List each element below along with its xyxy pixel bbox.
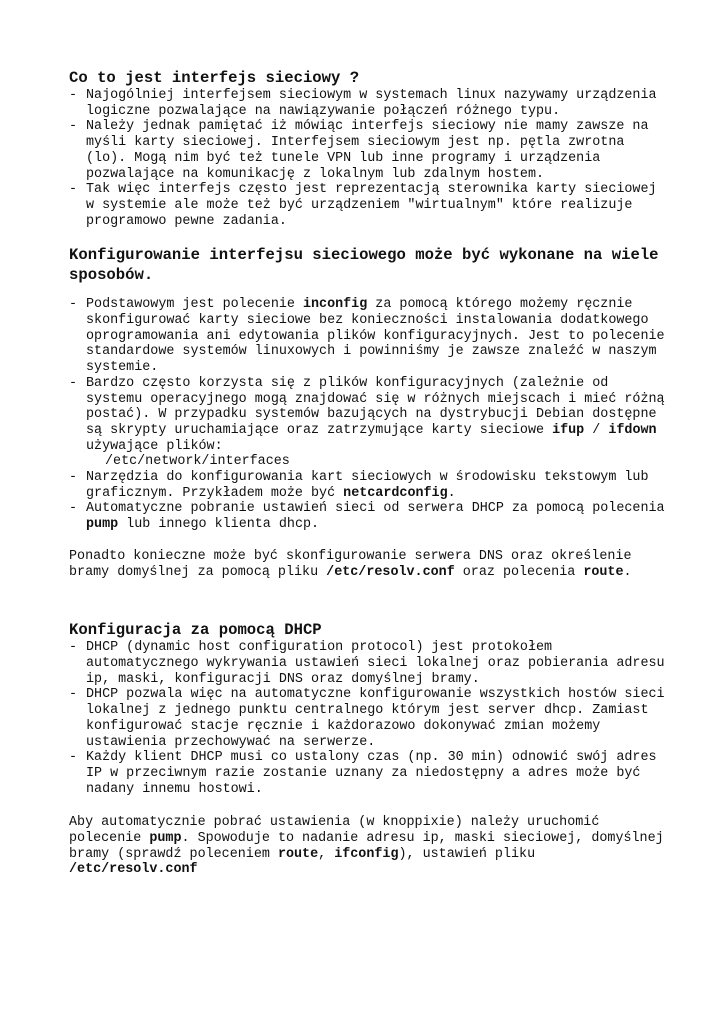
- list-item: - Podstawowym jest polecenie inconfig za pomocą którego możemy ręcznie skonfigurować karty sieciowe bez konieczności instalowania dodatkowego oprogramowania ani edytowania plików konfiguracyjnych. Jest to polecenie standardowe systemów linuxowych i powinniśmy je zawsze znaleźć w naszym systemie.: [69, 297, 669, 376]
- command-ifdown: ifdown: [608, 422, 657, 438]
- command-netcardconfig: netcardconfig: [343, 485, 448, 501]
- knoppix-paragraph: Aby automatycznie pobrać ustawienia (w knoppixie) należy uruchomić polecenie pump. Spowoduje to nadanie adresu ip, maski sieciowej, domyślnej bramy (sprawdź poleceniem route, ifconfig), ustawień pliku /etc/resolv.conf: [69, 815, 672, 878]
- interface-definition-list: [69, 88, 669, 229]
- command-ifup: ifup: [552, 422, 585, 438]
- command-ifconfig: ifconfig: [334, 846, 399, 862]
- dns-gateway-paragraph: Ponadto konieczne może być skonfigurowanie serwera DNS oraz określenie bramy domyślnej za pomocą pliku /etc/resolv.conf oraz polecenia route.: [69, 548, 640, 580]
- list-item: - DHCP (dynamic host configuration protocol) jest protokołem automatycznego wykrywania ustawień sieci lokalnej oraz pobierania adresu ip, maski, konfiguracji DNS oraz domyślnej bramy.: [69, 640, 669, 687]
- list-item: - Należy jednak pamiętać iż mówiąc interfejs sieciowy nie mamy zawsze na myśli karty sieciowej. Interfejsem sieciowym jest np. pętla zwrotna (lo). Mogą nim być też tunele VPN lub inne programy i urządzenia pozwalające na komunikację z lokalnym lub zdalnym hostem.: [69, 119, 669, 182]
- file-resolv-conf: /etc/resolv.conf: [69, 862, 198, 878]
- list-item: - Bardzo często korzysta się z plików konfiguracyjnych (zależnie od systemu operacyjnego mogą znajdować się w różnych miejscach i mieć różną postać). W przypadku systemów bazujących na dystrybucji Debian dostępne są skrypty uruchamiające oraz zatrzymujące karty sieciowe ifup / ifdown używające plików: /etc/network/interfaces: [69, 376, 669, 470]
- dhcp-list: [69, 640, 673, 797]
- section-heading-configuration: Konfigurowanie interfejsu sieciowego może być wykonane na wiele sposobów.: [69, 246, 659, 285]
- list-item: - DHCP pozwala więc na automatyczne konfigurowanie wszystkich hostów sieci lokalnej z jednego punktu centralnego którym jest server dhcp. Zamiast konfigurować stacje ręcznie i każdorazowo dokonywać zmian możemy ustawienia przechowywać na serwerze.: [69, 687, 669, 750]
- command-pump: pump: [149, 831, 182, 847]
- section-heading-interface: Co to jest interfejs sieciowy ?: [69, 69, 360, 87]
- command-route: route: [277, 846, 319, 862]
- command-pump: pump: [86, 517, 119, 533]
- configuration-methods-list: [69, 297, 673, 533]
- command-inconfig: inconfig: [302, 297, 368, 313]
- list-item: - Najogólniej interfejsem sieciowym w systemach linux nazywamy urządzenia logiczne pozwalające na nawiązywanie połączeń różnego typu.: [69, 88, 669, 119]
- list-item: - Każdy klient DHCP musi co ustalony czas (np. 30 min) odnowić swój adres IP w przeciwnym razie zostanie uznany za niedostępny a adres może być nadany innemu hostowi.: [69, 750, 669, 797]
- list-item: - Narzędzia do konfigurowania kart sieciowych w środowisku tekstowym lub graficznym. Przykładem może być netcardconfig.: [69, 470, 669, 501]
- list-item: - Automatyczne pobranie ustawień sieci od serwera DHCP za pomocą polecenia pump lub innego klienta dhcp.: [69, 501, 669, 532]
- interfaces-path: /etc/network/interfaces: [105, 454, 290, 470]
- list-item: - Tak więc interfejs często jest reprezentacją sterownika karty sieciowej w systemie ale może też być urządzeniem "wirtualnym" które realizuje programowo pewne zadania.: [69, 182, 669, 229]
- file-resolv-conf: /etc/resolv.conf: [326, 564, 455, 580]
- section-heading-dhcp: Konfiguracja za pomocą DHCP: [69, 621, 322, 640]
- command-route: route: [583, 564, 624, 580]
- document-page: [69, 68, 673, 878]
